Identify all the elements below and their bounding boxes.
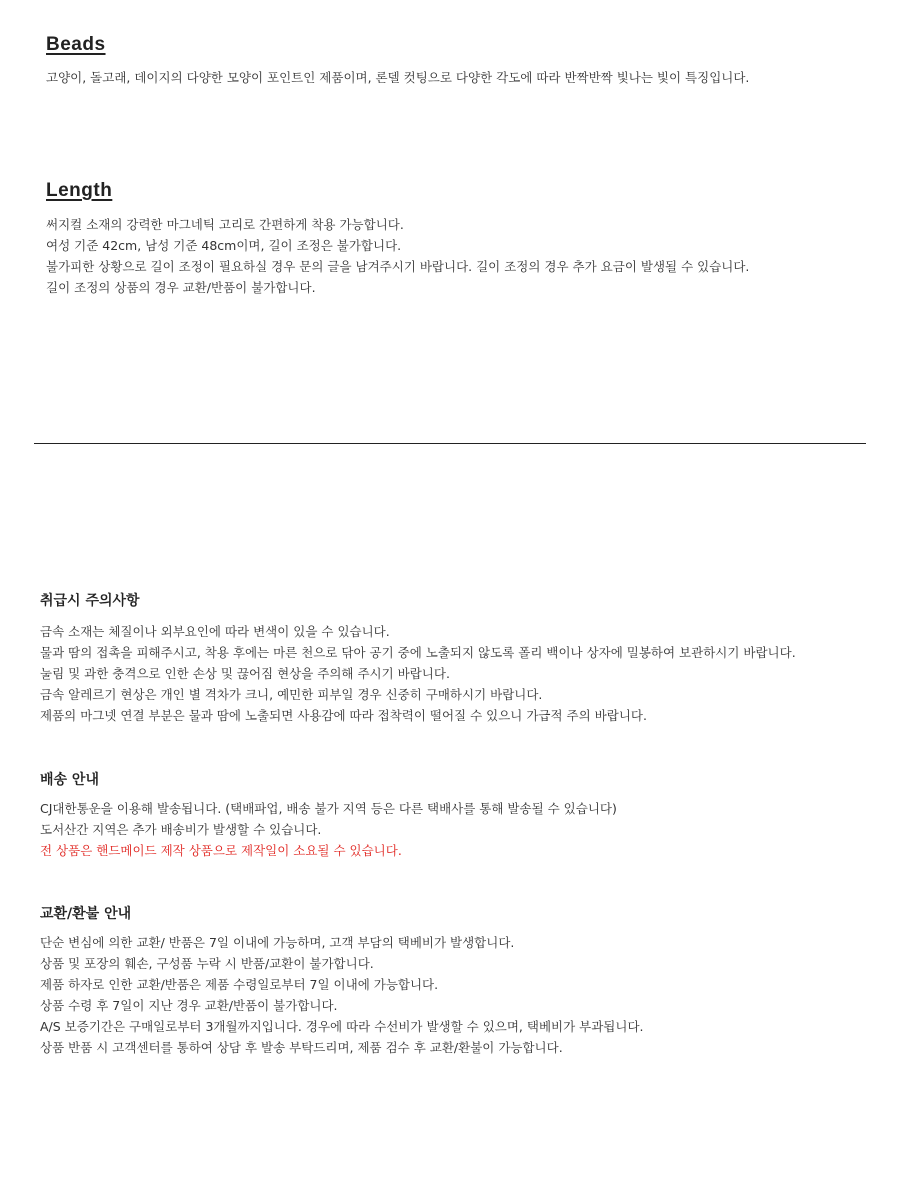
length-description (46, 214, 876, 298)
care-line: 금속 소재는 체질이나 외부요인에 따라 변색이 있을 수 있습니다. (40, 624, 390, 639)
shipping-title: 배송 안내 (40, 772, 99, 788)
beads-line: 고양이, 돌고래, 데이지의 다양한 모양이 포인트인 제품이며, 론델 컷팅으로 다양한 각도에 따라 반짝반짝 빛나는 빛이 특징입니다. (46, 70, 750, 85)
care-list (40, 621, 880, 726)
shipping-line: CJ대한통운을 이용해 발송됩니다. (택배파업, 배송 불가 지역 등은 다른 택배사를 통해 발송될 수 있습니다) (40, 801, 617, 816)
care-line: 물과 땀의 접촉을 피해주시고, 착용 후에는 마른 천으로 닦아 공기 중에 노출되지 않도록 폴리 백이나 상자에 밀봉하여 보관하시기 바랍니다. (40, 645, 796, 660)
exchange-line: A/S 보증기간은 구매일로부터 3개월까지입니다. 경우에 따라 수선비가 발생할 수 있으며, 택베비가 부과됩니다. (40, 1019, 644, 1034)
care-line: 눌림 및 과한 충격으로 인한 손상 및 끊어짐 현상을 주의해 주시기 바랍니다. (40, 666, 450, 681)
shipping-line: 도서산간 지역은 추가 배송비가 발생할 수 있습니다. (40, 822, 322, 837)
care-line: 제품의 마그넷 연결 부분은 물과 땀에 노출되면 사용감에 따라 접착력이 떨어질 수 있으니 가급적 주의 바랍니다. (40, 708, 647, 723)
length-line: 써지컬 소재의 강력한 마그네틱 고리로 간편하게 착용 가능합니다. (46, 217, 404, 232)
length-title: Length (46, 180, 113, 201)
exchange-list (40, 932, 880, 1058)
beads-title: Beads (46, 34, 106, 55)
shipping-list (40, 798, 880, 861)
length-line: 불가피한 상황으로 길이 조정이 필요하실 경우 문의 글을 남겨주시기 바랍니다. 길이 조정의 경우 추가 요금이 발생될 수 있습니다. (46, 259, 750, 274)
exchange-line: 상품 반품 시 고객센터를 통하여 상담 후 발송 부탁드리며, 제품 검수 후 교환/환불이 가능합니다. (40, 1040, 563, 1055)
length-line: 길이 조정의 상품의 경우 교환/반품이 불가합니다. (46, 280, 316, 295)
section-divider (34, 443, 866, 444)
beads-description (46, 67, 876, 88)
exchange-line: 상품 및 포장의 훼손, 구성품 누락 시 반품/교환이 불가합니다. (40, 956, 374, 971)
length-line: 여성 기준 42cm, 남성 기준 48cm이며, 길이 조정은 불가합니다. (46, 238, 402, 253)
exchange-title: 교환/환불 안내 (40, 906, 132, 922)
exchange-line: 상품 수령 후 7일이 지난 경우 교환/반품이 불가합니다. (40, 998, 338, 1013)
care-title: 취급시 주의사항 (40, 593, 140, 609)
care-line: 금속 알레르기 현상은 개인 별 격차가 크니, 예민한 피부일 경우 신중히 구매하시기 바랍니다. (40, 687, 543, 702)
shipping-handmade-notice: 전 상품은 핸드메이드 제작 상품으로 제작일이 소요될 수 있습니다. (40, 843, 402, 858)
exchange-line: 단순 변심에 의한 교환/ 반품은 7일 이내에 가능하며, 고객 부담의 택베비가 발생합니다. (40, 935, 515, 950)
exchange-line: 제품 하자로 인한 교환/반품은 제품 수령일로부터 7일 이내에 가능합니다. (40, 977, 439, 992)
